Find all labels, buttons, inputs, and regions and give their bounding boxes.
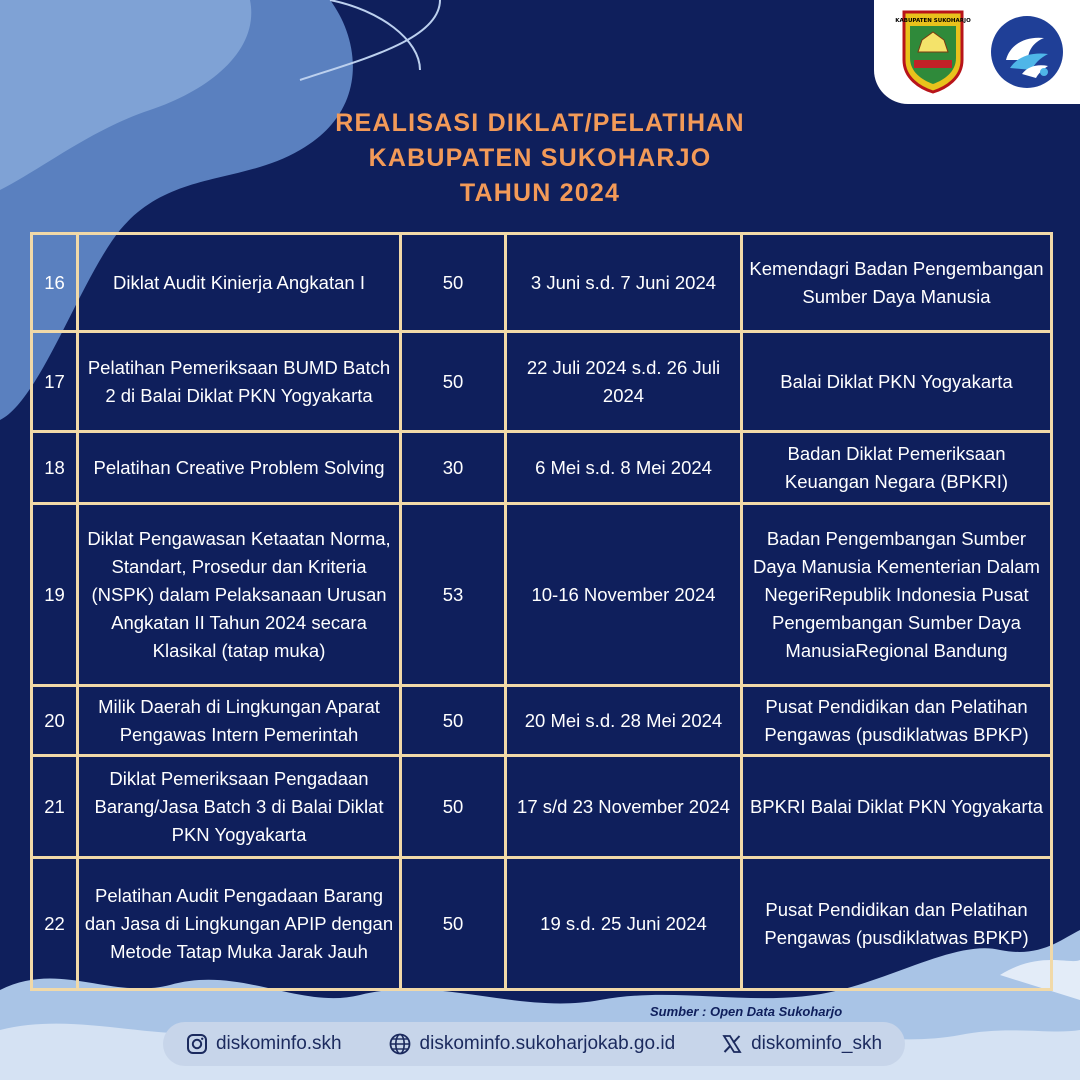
- title-line-1: REALISASI DIKLAT/PELATIHAN: [335, 109, 745, 137]
- row-number: 16: [32, 234, 78, 332]
- training-name: Pelatihan Pemeriksaan BUMD Batch 2 di Balai Diklat PKN Yogyakarta: [78, 332, 401, 432]
- x-handle: diskominfo_skh: [751, 1033, 883, 1054]
- table-row: [32, 504, 1052, 686]
- svg-text:KABUPATEN SUKOHARJO: KABUPATEN SUKOHARJO: [895, 18, 971, 24]
- training-organizer: Kemendagri Badan Pengembangan Sumber Daya Manusia: [742, 234, 1052, 332]
- training-date: 20 Mei s.d. 28 Mei 2024: [506, 686, 742, 756]
- training-date: 10-16 November 2024: [506, 504, 742, 686]
- training-name: Diklat Audit Kinierja Angkatan I: [78, 234, 401, 332]
- table-row: [32, 756, 1052, 858]
- table-row: [32, 234, 1052, 332]
- training-organizer: Badan Pengembangan Sumber Daya Manusia Kementerian Dalam NegeriRepublik Indonesia Pusat Pengembangan Sumber Daya ManusiaRegional Bandung: [742, 504, 1052, 686]
- instagram-icon: [186, 1033, 208, 1055]
- training-name: Pelatihan Audit Pengadaan Barang dan Jasa di Lingkungan APIP dengan Metode Tatap Muka Jarak Jauh: [78, 858, 401, 990]
- training-organizer: BPKRI Balai Diklat PKN Yogyakarta: [742, 756, 1052, 858]
- logo-box: [874, 0, 1080, 104]
- participant-count: 50: [401, 234, 506, 332]
- training-organizer: Badan Diklat Pemeriksaan Keuangan Negara (BPKRI): [742, 432, 1052, 504]
- row-number: 21: [32, 756, 78, 858]
- training-name: Milik Daerah di Lingkungan Aparat Pengawas Intern Pemerintah: [78, 686, 401, 756]
- participant-count: 30: [401, 432, 506, 504]
- row-number: 17: [32, 332, 78, 432]
- training-date: 19 s.d. 25 Juni 2024: [506, 858, 742, 990]
- website-url: diskominfo.sukoharjokab.go.id: [419, 1033, 676, 1054]
- training-name: Pelatihan Creative Problem Solving: [78, 432, 401, 504]
- participant-count: 53: [401, 504, 506, 686]
- training-organizer: Balai Diklat PKN Yogyakarta: [742, 332, 1052, 432]
- row-number: 20: [32, 686, 78, 756]
- instagram-link[interactable]: [186, 1033, 342, 1055]
- training-organizer: Pusat Pendidikan dan Pelatihan Pengawas (pusdiklatwas BPKP): [742, 686, 1052, 756]
- x-icon: [721, 1033, 743, 1055]
- page-title: [0, 106, 1080, 211]
- social-footer: [163, 1022, 905, 1066]
- row-number: 22: [32, 858, 78, 990]
- x-link[interactable]: [721, 1033, 882, 1055]
- instagram-handle: diskominfo.skh: [215, 1033, 342, 1054]
- source-note: Sumber : Open Data Sukoharjo: [650, 1004, 843, 1019]
- participant-count: 50: [401, 332, 506, 432]
- training-date: 6 Mei s.d. 8 Mei 2024: [506, 432, 742, 504]
- training-name: Diklat Pengawasan Ketaatan Norma, Standart, Prosedur dan Kriteria (NSPK) dalam Pelaksanaan Urusan Angkatan II Tahun 2024 secara Klasikal (tatap muka): [78, 504, 401, 686]
- kabupaten-sukoharjo-seal-logo: [895, 8, 971, 94]
- title-line-2: KABUPATEN SUKOHARJO: [368, 144, 712, 172]
- training-date: 22 Juli 2024 s.d. 26 Juli 2024: [506, 332, 742, 432]
- row-number: 19: [32, 504, 78, 686]
- training-table: [30, 232, 1053, 991]
- participant-count: 50: [401, 686, 506, 756]
- row-number: 18: [32, 432, 78, 504]
- training-organizer: Pusat Pendidikan dan Pelatihan Pengawas (pusdiklatwas BPKP): [742, 858, 1052, 990]
- table-row: [32, 686, 1052, 756]
- training-date: 17 s/d 23 November 2024: [506, 756, 742, 858]
- participant-count: 50: [401, 756, 506, 858]
- training-date: 3 Juni s.d. 7 Juni 2024: [506, 234, 742, 332]
- title-line-3: TAHUN 2024: [459, 179, 621, 207]
- kominfo-logo: [988, 8, 1066, 94]
- participant-count: 50: [401, 858, 506, 990]
- training-name: Diklat Pemeriksaan Pengadaan Barang/Jasa Batch 3 di Balai Diklat PKN Yogyakarta: [78, 756, 401, 858]
- globe-icon: [388, 1032, 412, 1056]
- table-row: [32, 332, 1052, 432]
- table-row: [32, 432, 1052, 504]
- table-row: [32, 858, 1052, 990]
- website-link[interactable]: [388, 1032, 676, 1056]
